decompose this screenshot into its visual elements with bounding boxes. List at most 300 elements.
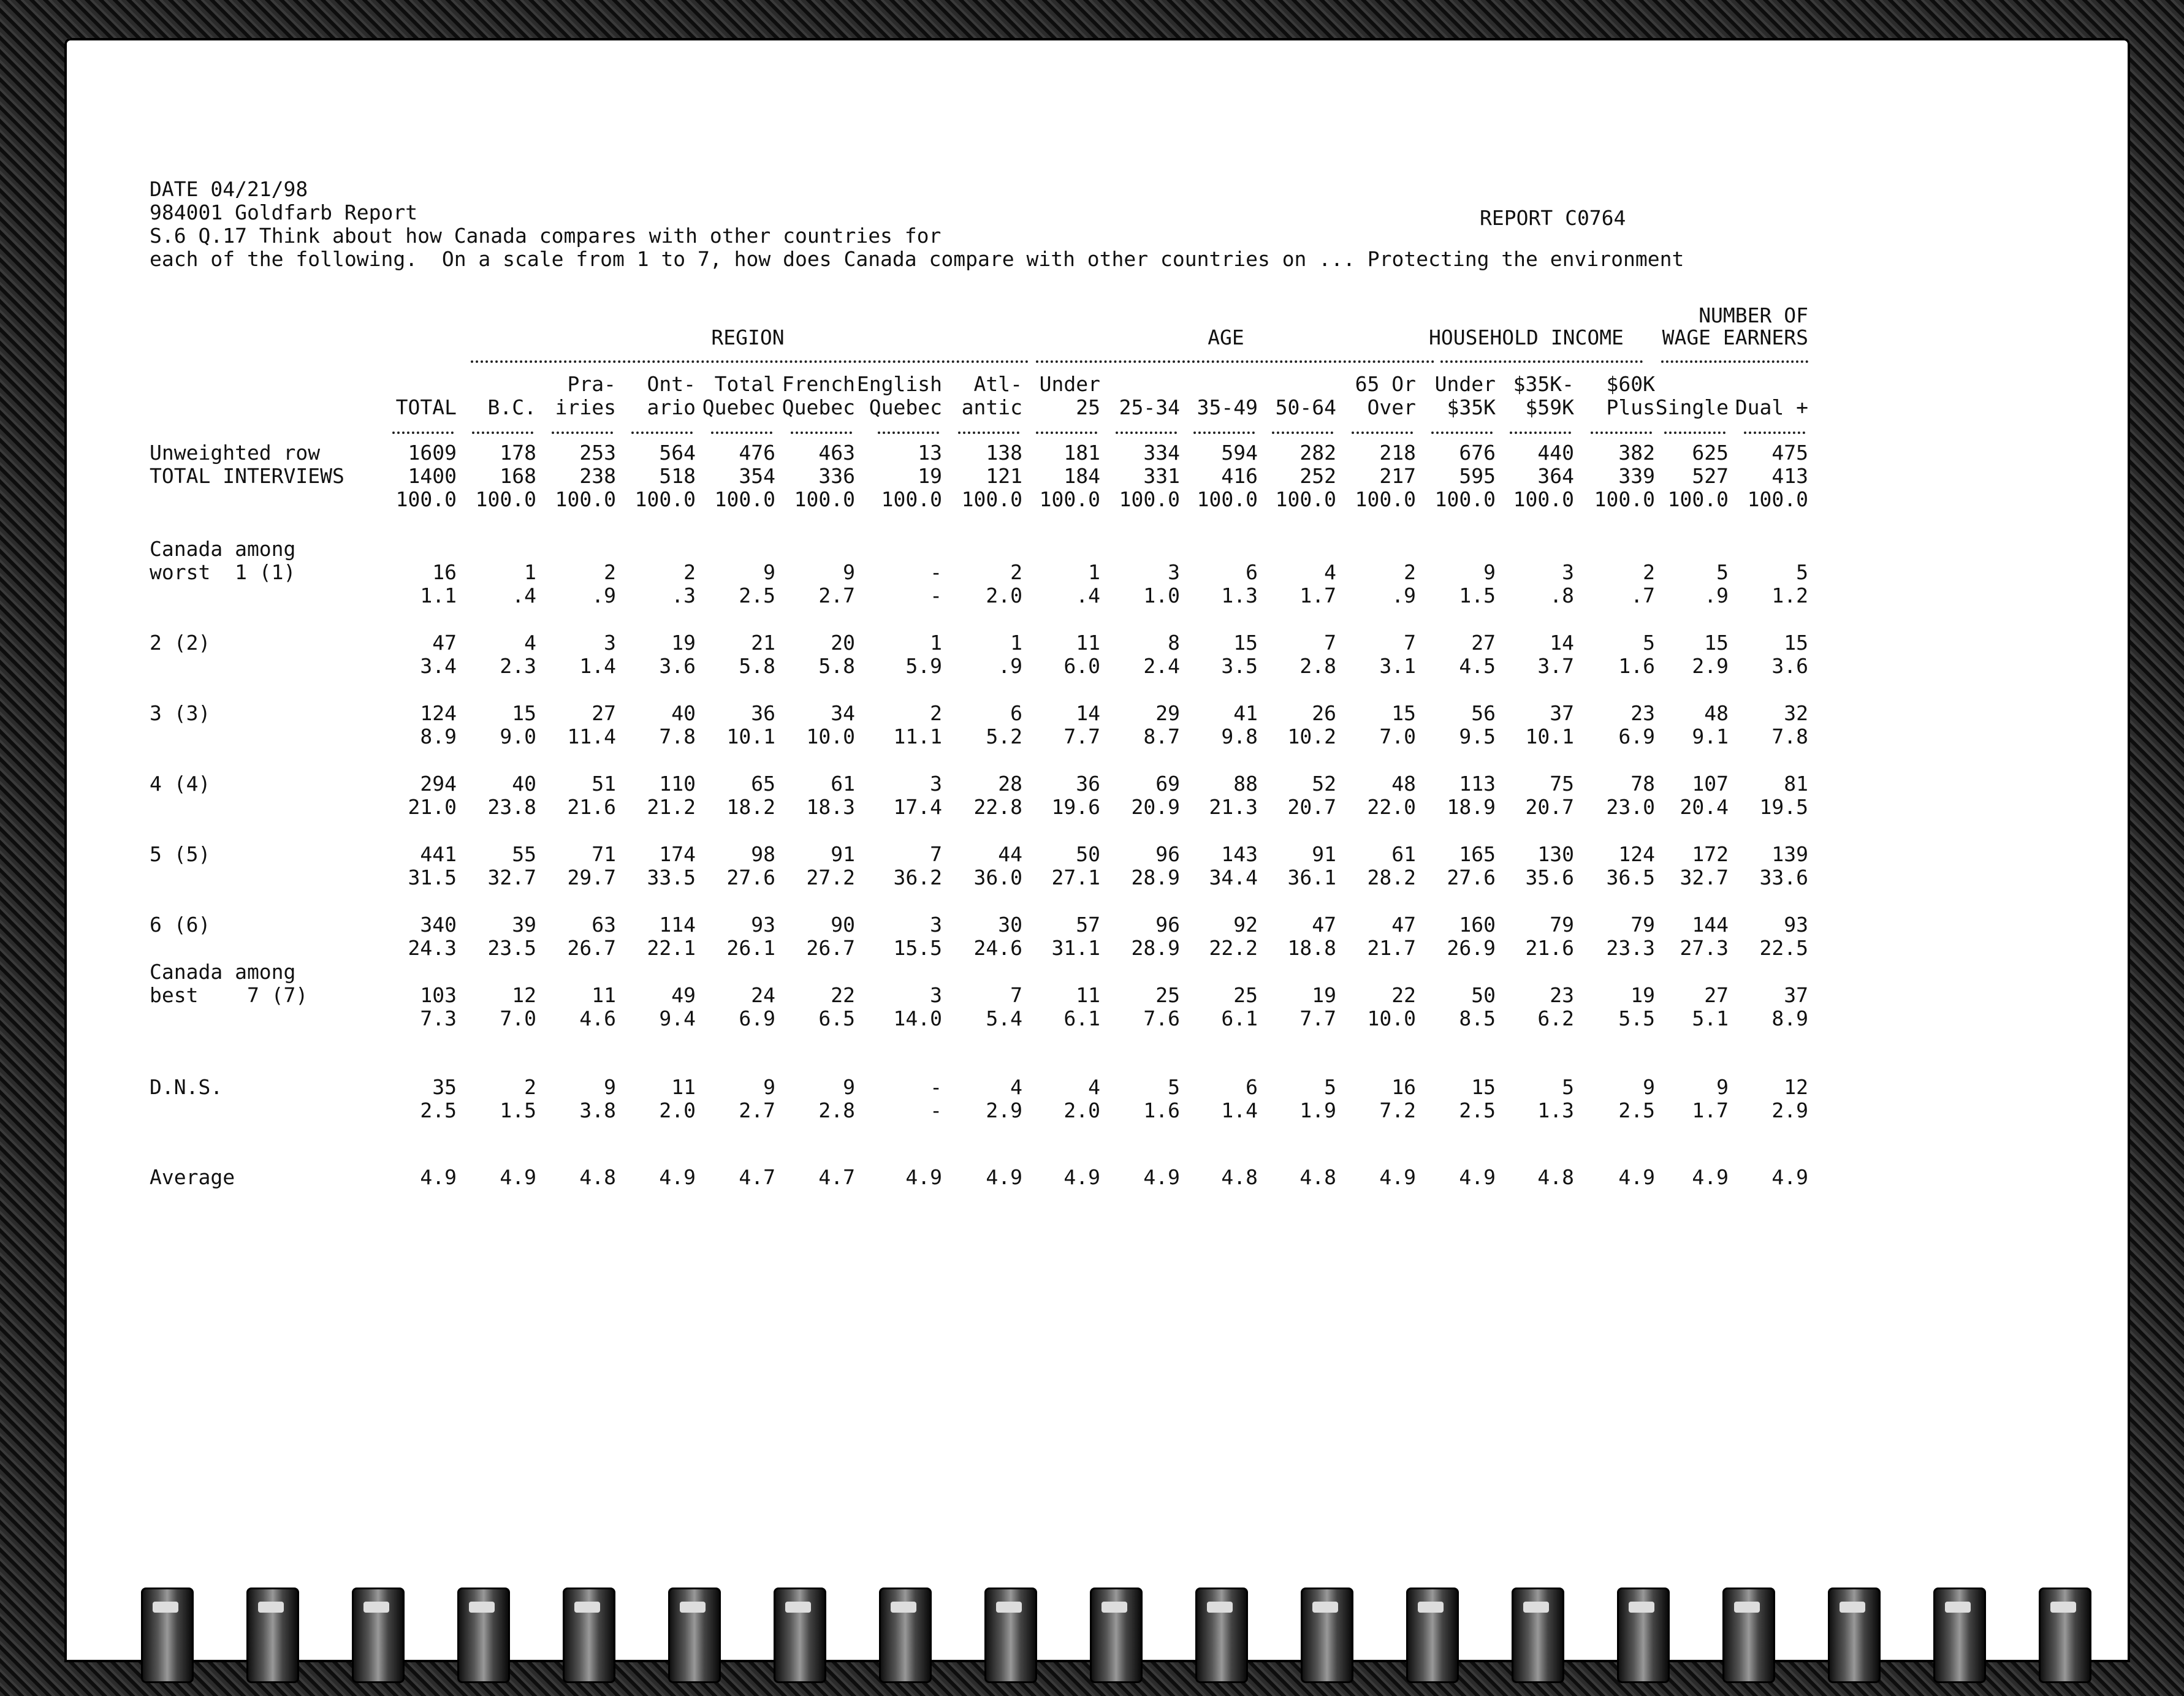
table-cell: 22 <box>831 983 855 1007</box>
table-cell: 37 <box>1550 701 1574 725</box>
table-cell: 5 <box>1324 1075 1336 1099</box>
table-cell: 4.9 <box>905 1165 942 1189</box>
binder-ring-hole <box>785 1602 811 1613</box>
table-cell: 8.5 <box>1459 1006 1496 1030</box>
table-cell: 354 <box>739 464 775 488</box>
table-cell: 100.0 <box>961 487 1022 511</box>
table-cell: 139 <box>1771 842 1808 866</box>
table-cell: 11 <box>671 1075 696 1099</box>
table-cell: 3.6 <box>659 654 696 678</box>
table-cell: 19.6 <box>1051 795 1100 819</box>
table-cell: 35 <box>432 1075 457 1099</box>
table-cell: 4.8 <box>1221 1165 1258 1189</box>
table-cell: 564 <box>659 441 696 465</box>
table-cell: 50 <box>1076 842 1100 866</box>
table-cell: 2.0 <box>1063 1098 1100 1122</box>
table-cell: 2.5 <box>420 1098 457 1122</box>
table-cell: 5.1 <box>1692 1006 1729 1030</box>
table-cell: 23 <box>1550 983 1574 1007</box>
table-cell: 50 <box>1471 983 1496 1007</box>
table-cell: 107 <box>1692 772 1729 796</box>
table-cell: 9 <box>1716 1075 1729 1099</box>
table-cell: 1.1 <box>420 584 457 607</box>
column-header-rule <box>1591 432 1652 434</box>
table-cell: 143 <box>1221 842 1258 866</box>
table-cell: 14 <box>1550 631 1574 655</box>
table-cell: 9 <box>843 560 855 584</box>
table-cell: 13 <box>918 441 942 465</box>
table-cell: 8.9 <box>1771 1006 1808 1030</box>
table-cell: 100.0 <box>1513 487 1574 511</box>
binder-ring <box>1301 1588 1353 1683</box>
column-header-rule <box>878 432 939 434</box>
table-cell: 56 <box>1471 701 1496 725</box>
table-cell: .4 <box>1076 584 1100 607</box>
table-cell: 98 <box>751 842 775 866</box>
table-cell: 7.3 <box>420 1006 457 1030</box>
binder-ring <box>984 1588 1037 1683</box>
table-cell: 4.9 <box>1618 1165 1655 1189</box>
table-cell: 1.7 <box>1299 584 1336 607</box>
binder-ring <box>1828 1588 1881 1683</box>
table-cell: 22.8 <box>973 795 1022 819</box>
binder-ring-hole <box>1840 1602 1865 1613</box>
table-cell: 35.6 <box>1525 865 1574 889</box>
table-cell: 100.0 <box>1039 487 1100 511</box>
table-cell: .7 <box>1630 584 1655 607</box>
table-cell: 6 <box>1246 560 1258 584</box>
column-header: 25-34 <box>1119 395 1180 419</box>
table-cell: 1.3 <box>1221 584 1258 607</box>
table-cell: 57 <box>1076 913 1100 937</box>
binder-ring <box>668 1588 721 1683</box>
column-header: $59K <box>1525 395 1574 419</box>
binder-ring <box>1195 1588 1248 1683</box>
column-header: $35K <box>1447 395 1496 419</box>
table-cell: 16 <box>1391 1075 1416 1099</box>
table-cell: 113 <box>1459 772 1496 796</box>
table-cell: 21.2 <box>647 795 696 819</box>
row-label: Canada among <box>150 537 296 561</box>
table-cell: 15 <box>1471 1075 1496 1099</box>
table-cell: 40 <box>512 772 536 796</box>
table-cell: - <box>930 1098 942 1122</box>
table-cell: 79 <box>1630 913 1655 937</box>
column-header-top: 65 Or <box>1355 372 1416 396</box>
table-cell: 4.9 <box>1063 1165 1100 1189</box>
column-header-top: Atl- <box>973 372 1022 396</box>
table-cell: 2.7 <box>818 584 855 607</box>
table-cell: 3 <box>930 983 942 1007</box>
table-cell: 15 <box>1784 631 1808 655</box>
table-cell: 4.9 <box>1459 1165 1496 1189</box>
binder-ring <box>774 1588 826 1683</box>
table-cell: 26.7 <box>806 936 855 960</box>
table-cell: 7.7 <box>1063 724 1100 748</box>
table-cell: 4.9 <box>986 1165 1022 1189</box>
table-cell: - <box>930 1075 942 1099</box>
report-title: 984001 Goldfarb Report <box>150 200 418 224</box>
row-label: 2 (2) <box>150 631 211 655</box>
table-cell: 31.1 <box>1051 936 1100 960</box>
table-cell: 4.9 <box>1143 1165 1180 1189</box>
table-cell: 3 <box>1562 560 1574 584</box>
table-cell: 331 <box>1143 464 1180 488</box>
table-cell: 33.5 <box>647 865 696 889</box>
table-cell: 9.0 <box>500 724 536 748</box>
column-header-top: Total <box>714 372 775 396</box>
table-cell: 11.1 <box>893 724 942 748</box>
table-cell: 463 <box>818 441 855 465</box>
table-cell: 1.5 <box>1459 584 1496 607</box>
table-cell: 7.8 <box>659 724 696 748</box>
table-cell: 1400 <box>408 464 457 488</box>
column-header-rule <box>392 432 454 434</box>
table-cell: 181 <box>1063 441 1100 465</box>
table-cell: 3 <box>930 913 942 937</box>
table-cell: .9 <box>998 654 1022 678</box>
table-cell: 121 <box>986 464 1022 488</box>
table-cell: 2.7 <box>739 1098 775 1122</box>
binder-ring-hole <box>363 1602 389 1613</box>
table-cell: 10.0 <box>806 724 855 748</box>
row-label: 4 (4) <box>150 772 211 796</box>
table-cell: 31.5 <box>408 865 457 889</box>
table-cell: 168 <box>500 464 536 488</box>
table-cell: 100.0 <box>881 487 942 511</box>
column-header-rule <box>1116 432 1177 434</box>
table-cell: 9 <box>604 1075 616 1099</box>
table-cell: 1 <box>930 631 942 655</box>
table-cell: 4 <box>1088 1075 1100 1099</box>
table-cell: 12 <box>1784 1075 1808 1099</box>
table-cell: 28.9 <box>1131 865 1180 889</box>
table-cell: 165 <box>1459 842 1496 866</box>
table-cell: 336 <box>818 464 855 488</box>
table-cell: 29 <box>1155 701 1180 725</box>
column-header-top: French <box>782 372 855 396</box>
table-cell: 93 <box>751 913 775 937</box>
table-cell: 440 <box>1537 441 1574 465</box>
table-cell: 100.0 <box>1119 487 1180 511</box>
age-rule <box>1036 360 1434 363</box>
binder-ring-hole <box>2050 1602 2076 1613</box>
table-cell: 6.9 <box>1618 724 1655 748</box>
table-cell: 15 <box>1233 631 1258 655</box>
table-cell: 4.7 <box>818 1165 855 1189</box>
table-cell: 100.0 <box>395 487 457 511</box>
table-cell: 32.7 <box>487 865 536 889</box>
table-cell: 100.0 <box>634 487 696 511</box>
table-cell: 91 <box>831 842 855 866</box>
table-cell: 4.8 <box>579 1165 616 1189</box>
column-header: Quebec <box>782 395 855 419</box>
table-cell: 124 <box>420 701 457 725</box>
table-cell: 416 <box>1221 464 1258 488</box>
table-cell: 20.4 <box>1680 795 1729 819</box>
column-header: Over <box>1367 395 1416 419</box>
table-cell: 91 <box>1312 842 1336 866</box>
table-cell: 217 <box>1379 464 1416 488</box>
column-header-top: English <box>856 372 942 396</box>
table-cell: 527 <box>1692 464 1729 488</box>
column-header-rule <box>1510 432 1571 434</box>
table-cell: 7 <box>1404 631 1416 655</box>
table-cell: 93 <box>1784 913 1808 937</box>
table-cell: 1.0 <box>1143 584 1180 607</box>
binder-ring-hole <box>891 1602 916 1613</box>
table-cell: 28.2 <box>1367 865 1416 889</box>
table-cell: 100.0 <box>1434 487 1496 511</box>
table-cell: 6 <box>1010 701 1022 725</box>
table-cell: 8.9 <box>420 724 457 748</box>
column-header: TOTAL <box>395 395 457 419</box>
row-label-line-2: best 7 (7) <box>150 983 308 1007</box>
column-header-top: $35K- <box>1513 372 1574 396</box>
table-cell: 55 <box>512 842 536 866</box>
table-cell: 1 <box>1088 560 1100 584</box>
table-cell: 61 <box>1391 842 1416 866</box>
table-cell: 9 <box>1483 560 1496 584</box>
table-cell: 25 <box>1233 983 1258 1007</box>
table-cell: 19 <box>671 631 696 655</box>
table-cell: 23.5 <box>487 936 536 960</box>
table-cell: 413 <box>1771 464 1808 488</box>
column-header-rule <box>1352 432 1413 434</box>
table-cell: 47 <box>1312 913 1336 937</box>
table-cell: 130 <box>1537 842 1574 866</box>
table-cell: 19.5 <box>1759 795 1808 819</box>
table-cell: 4 <box>1010 1075 1022 1099</box>
table-cell: 3.7 <box>1537 654 1574 678</box>
table-cell: 2.4 <box>1143 654 1180 678</box>
table-cell: 100.0 <box>475 487 536 511</box>
binder-ring <box>879 1588 932 1683</box>
table-cell: 39 <box>512 913 536 937</box>
table-cell: 2.5 <box>1459 1098 1496 1122</box>
binder-ring <box>1933 1588 1986 1683</box>
table-cell: 88 <box>1233 772 1258 796</box>
table-cell: 441 <box>420 842 457 866</box>
table-cell: 100.0 <box>1747 487 1808 511</box>
table-cell: 100.0 <box>1594 487 1655 511</box>
table-cell: 1.9 <box>1299 1098 1336 1122</box>
table-cell: 18.2 <box>726 795 775 819</box>
table-cell: 172 <box>1692 842 1729 866</box>
table-cell: 20.7 <box>1287 795 1336 819</box>
table-cell: 15 <box>1704 631 1729 655</box>
table-cell: 100.0 <box>1197 487 1258 511</box>
table-cell: 5 <box>1796 560 1808 584</box>
binder-ring <box>457 1588 510 1683</box>
table-cell: 27 <box>592 701 616 725</box>
column-header: Quebec <box>702 395 775 419</box>
column-header-rule <box>552 432 613 434</box>
binder-ring-hole <box>996 1602 1022 1613</box>
table-cell: 11 <box>1076 983 1100 1007</box>
table-cell: 65 <box>751 772 775 796</box>
table-cell: 103 <box>420 983 457 1007</box>
table-cell: 160 <box>1459 913 1496 937</box>
table-cell: 23 <box>1630 701 1655 725</box>
table-cell: 4 <box>524 631 536 655</box>
table-cell: 100.0 <box>1667 487 1729 511</box>
table-cell: 10.2 <box>1287 724 1336 748</box>
table-cell: 4.9 <box>500 1165 536 1189</box>
table-cell: 75 <box>1550 772 1574 796</box>
table-cell: 5 <box>1643 631 1655 655</box>
table-cell: 36.0 <box>973 865 1022 889</box>
table-cell: 20 <box>831 631 855 655</box>
table-cell: 33.6 <box>1759 865 1808 889</box>
table-cell: 15 <box>512 701 536 725</box>
binder-ring-hole <box>1629 1602 1654 1613</box>
table-cell: 5.2 <box>986 724 1022 748</box>
binder-ring-hole <box>1523 1602 1549 1613</box>
table-cell: 1.3 <box>1537 1098 1574 1122</box>
table-cell: 2 <box>524 1075 536 1099</box>
table-cell: .3 <box>671 584 696 607</box>
row-label: 6 (6) <box>150 913 211 937</box>
table-cell: 34.4 <box>1209 865 1258 889</box>
table-cell: 8.7 <box>1143 724 1180 748</box>
column-header: ario <box>647 395 696 419</box>
table-cell: 340 <box>420 913 457 937</box>
table-cell: 32.7 <box>1680 865 1729 889</box>
table-cell: 47 <box>1391 913 1416 937</box>
table-cell: .4 <box>512 584 536 607</box>
table-cell: 3.5 <box>1221 654 1258 678</box>
table-cell: 364 <box>1537 464 1574 488</box>
table-cell: 5.8 <box>818 654 855 678</box>
table-cell: 124 <box>1618 842 1655 866</box>
table-cell: 23.8 <box>487 795 536 819</box>
table-cell: 2 <box>604 560 616 584</box>
table-cell: 100.0 <box>1355 487 1416 511</box>
table-cell: - <box>930 584 942 607</box>
table-cell: 2 <box>1010 560 1022 584</box>
table-cell: 36 <box>1076 772 1100 796</box>
table-cell: 7 <box>1324 631 1336 655</box>
table-cell: .9 <box>1704 584 1729 607</box>
binder-ring-hole <box>1312 1602 1338 1613</box>
table-cell: 48 <box>1704 701 1729 725</box>
table-cell: 27.2 <box>806 865 855 889</box>
table-cell: 21.3 <box>1209 795 1258 819</box>
column-header: B.C. <box>487 395 536 419</box>
table-cell: 4.9 <box>1771 1165 1808 1189</box>
row-label-line-2: TOTAL INTERVIEWS <box>150 464 344 488</box>
table-cell: 334 <box>1143 441 1180 465</box>
binder-ring-hole <box>1418 1602 1444 1613</box>
table-cell: 382 <box>1618 441 1655 465</box>
column-header-rule <box>791 432 852 434</box>
table-cell: 100.0 <box>1275 487 1336 511</box>
table-cell: 7.6 <box>1143 1006 1180 1030</box>
table-cell: 47 <box>432 631 457 655</box>
table-cell: 27.6 <box>726 865 775 889</box>
table-cell: 2.9 <box>986 1098 1022 1122</box>
wage-earners-rule <box>1661 360 1808 363</box>
table-cell: 5 <box>1716 560 1729 584</box>
table-cell: 17.4 <box>893 795 942 819</box>
row-label: 3 (3) <box>150 701 211 725</box>
table-cell: 178 <box>500 441 536 465</box>
table-cell: 6.2 <box>1537 1006 1574 1030</box>
binder-ring <box>352 1588 405 1683</box>
table-cell: 1.2 <box>1771 584 1808 607</box>
table-cell: 3.1 <box>1379 654 1416 678</box>
table-cell: 144 <box>1692 913 1729 937</box>
table-cell: 21 <box>751 631 775 655</box>
table-cell: 339 <box>1618 464 1655 488</box>
table-cell: 4.7 <box>739 1165 775 1189</box>
table-cell: 24.3 <box>408 936 457 960</box>
table-cell: 25 <box>1155 983 1180 1007</box>
table-cell: 7.0 <box>1379 724 1416 748</box>
table-cell: 21.6 <box>567 795 616 819</box>
table-cell: 7 <box>1010 983 1022 1007</box>
column-header: Single <box>1655 395 1729 419</box>
table-cell: 19 <box>918 464 942 488</box>
table-cell: 22.0 <box>1367 795 1416 819</box>
table-cell: 2.0 <box>659 1098 696 1122</box>
group-wage-earners-line-1: NUMBER OF <box>1699 303 1808 327</box>
table-cell: 92 <box>1233 913 1258 937</box>
table-cell: 3.6 <box>1771 654 1808 678</box>
table-cell: 595 <box>1459 464 1496 488</box>
table-cell: 2.8 <box>818 1098 855 1122</box>
table-cell: 1.5 <box>500 1098 536 1122</box>
column-header-top: Under <box>1039 372 1100 396</box>
binder-rings <box>0 1588 2184 1696</box>
group-age: AGE <box>1208 325 1244 349</box>
table-cell: 5 <box>1168 1075 1180 1099</box>
table-cell: 26.1 <box>726 936 775 960</box>
column-header-rule <box>1431 432 1493 434</box>
table-cell: 138 <box>986 441 1022 465</box>
table-cell: 1.6 <box>1618 654 1655 678</box>
table-cell: 52 <box>1312 772 1336 796</box>
table-cell: 238 <box>579 464 616 488</box>
region-rule <box>471 360 1029 363</box>
table-cell: 174 <box>659 842 696 866</box>
table-cell: 114 <box>659 913 696 937</box>
table-cell: 22 <box>1391 983 1416 1007</box>
table-cell: .9 <box>1391 584 1416 607</box>
table-cell: 26.9 <box>1447 936 1496 960</box>
table-cell: 9.1 <box>1692 724 1729 748</box>
table-cell: 8 <box>1168 631 1180 655</box>
table-cell: 1.4 <box>579 654 616 678</box>
table-cell: 676 <box>1459 441 1496 465</box>
table-cell: 49 <box>671 983 696 1007</box>
table-cell: 1 <box>524 560 536 584</box>
table-cell: 10.1 <box>1525 724 1574 748</box>
table-cell: 4.9 <box>420 1165 457 1189</box>
table-cell: 6.9 <box>739 1006 775 1030</box>
table-cell: 110 <box>659 772 696 796</box>
table-cell: 5.4 <box>986 1006 1022 1030</box>
table-cell: 41 <box>1233 701 1258 725</box>
binder-ring <box>1722 1588 1775 1683</box>
table-cell: 15.5 <box>893 936 942 960</box>
column-header-rule <box>958 432 1019 434</box>
table-cell: 5 <box>1562 1075 1574 1099</box>
table-cell: 3 <box>1168 560 1180 584</box>
table-cell: 10.1 <box>726 724 775 748</box>
table-cell: .8 <box>1550 584 1574 607</box>
